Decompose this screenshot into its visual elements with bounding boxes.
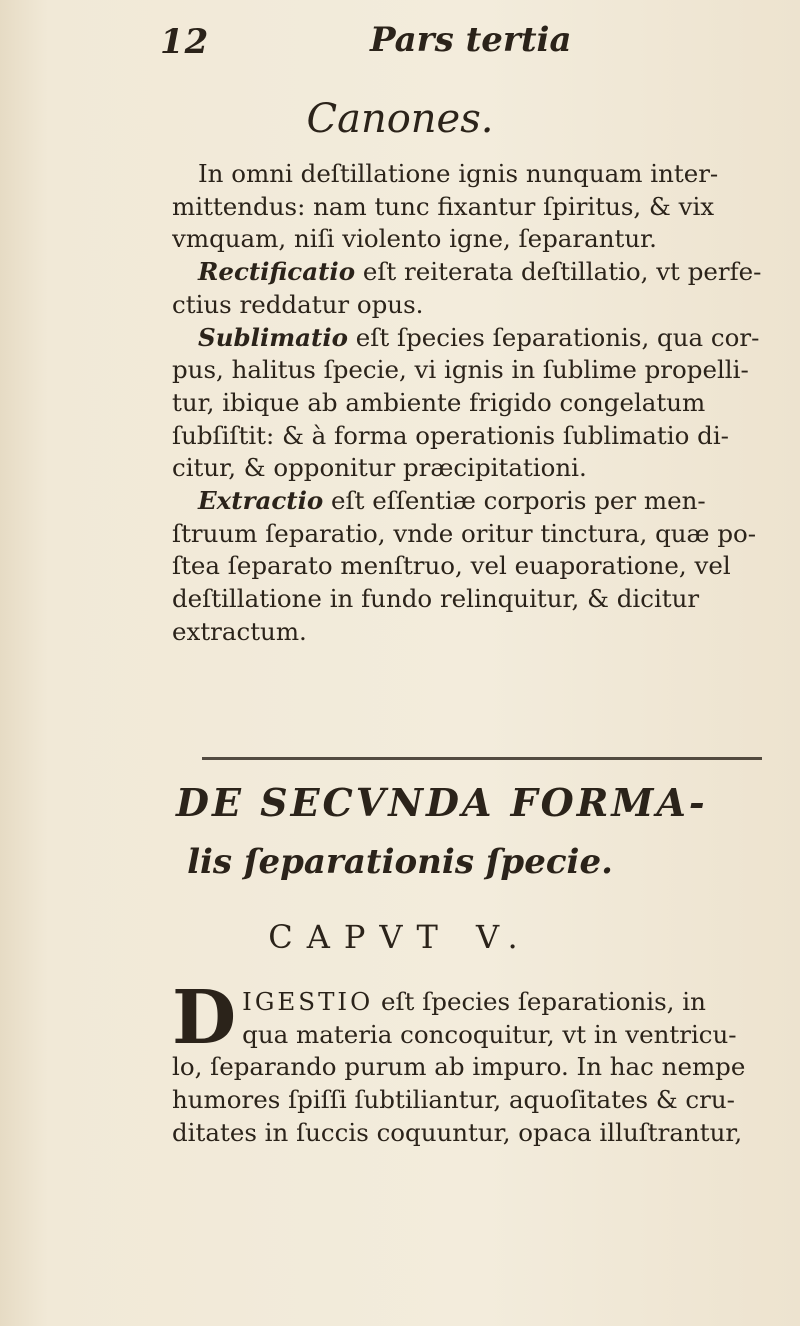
sublimatio-line — [172, 322, 788, 355]
text-line: eſt ſpecies ſeparationis, qua cor- — [348, 322, 760, 352]
term-extractio: Extractio — [198, 486, 324, 516]
chapter-title: DE SECVNDA FORMA- — [176, 780, 708, 825]
text-line: eſt reiterata deſtillatio, vt perfe- — [355, 257, 762, 287]
chapter-subtitle: lis ſeparationis ſpecie. — [187, 842, 613, 882]
text-line: eſt ſpecies ſeparationis, in — [373, 987, 706, 1016]
text-line: extractum. — [172, 616, 307, 646]
text-line: humores ſpiſſi ſubtiliantur, aquoſitates & cru- — [172, 1085, 735, 1115]
term-sublimatio: Sublimatio — [198, 322, 349, 352]
canones-text — [172, 158, 788, 649]
running-title: Pars tertia — [370, 20, 572, 60]
text-line: eſt eſſentiæ corporis per men- — [323, 486, 706, 516]
text-line: citur, & opponitur præcipitationi. — [172, 453, 587, 483]
term-rectificatio: Rectificatio — [198, 257, 356, 287]
text-line: In omni deſtillatione ignis nunquam inter- — [198, 159, 719, 188]
text-line: ditates in ſuccis coquuntur, opaca illuſtrantur, — [172, 1117, 743, 1147]
text-line: ſubſiſtit: & à forma operationis ſublimatio di- — [172, 420, 729, 450]
text-line: deſtillatione in fundo relinquitur, & dicitur — [172, 584, 700, 614]
text-line: tur, ibique ab ambiente frigido congelatum — [172, 387, 706, 417]
digestio-first-line — [242, 986, 788, 1019]
digestio-text — [172, 975, 788, 1150]
page-header — [160, 22, 780, 72]
text-line: pus, halitus ſpecie, vi ignis in ſublime propelli- — [172, 355, 749, 385]
chapter-number: CAPVT V. — [268, 918, 532, 956]
page-number: 12 — [160, 22, 210, 62]
rectificatio-line — [172, 256, 788, 289]
text-line: ſtruum ſeparatio, vnde oritur tinctura, quæ po- — [172, 518, 757, 548]
divider-rule — [202, 757, 762, 760]
extractio-line — [172, 485, 788, 518]
drop-capital: D — [172, 975, 237, 1061]
text-line: qua materia concoquitur, vt in ventricu- — [242, 1019, 737, 1049]
first-word: IGESTIO — [242, 987, 374, 1016]
text-line: mittendus: nam tunc fixantur ſpiritus, & vix — [172, 191, 715, 221]
section-heading: Canones. — [306, 96, 494, 142]
text-line: ctius reddatur opus. — [172, 289, 424, 319]
text-line: ſtea ſeparato menſtruo, vel euaporatione, vel — [172, 551, 731, 581]
text-line: vmquam, niſi violento igne, ſeparantur. — [172, 224, 657, 254]
text-line: lo, ſeparando purum ab impuro. In hac nempe — [172, 1052, 746, 1082]
